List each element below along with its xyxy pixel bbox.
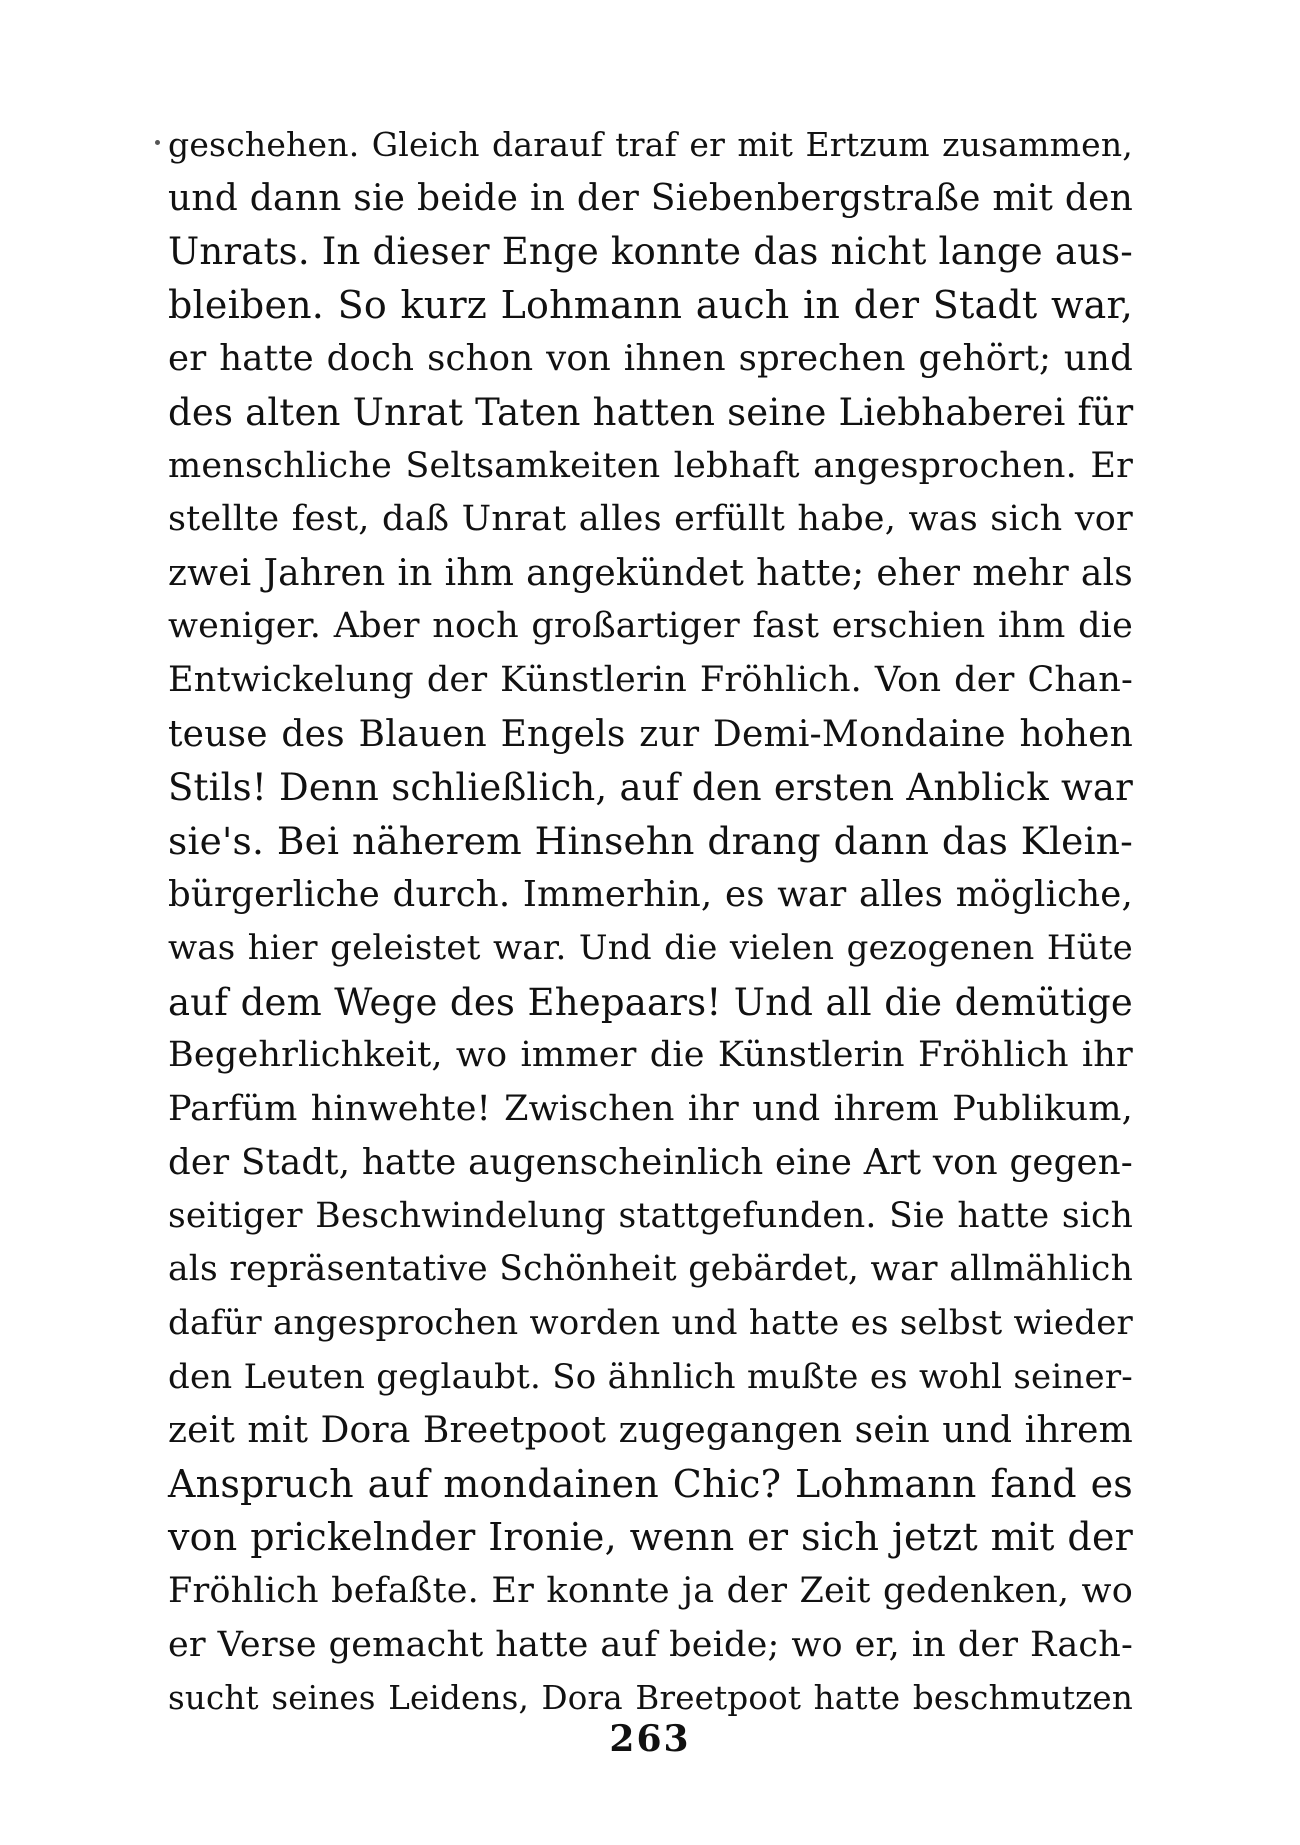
text-line: er Verse gemacht hatte auf beide; wo er, in der Rach-: [168, 1624, 1133, 1665]
text-line: Anspruch auf mondainen Chic? Lohmann fand es: [168, 1461, 1133, 1506]
text-line: was hier geleistet war. Und die vielen gezogenen Hüte: [168, 927, 1133, 968]
text-line: des alten Unrat Taten hatten seine Liebhaberei für: [168, 390, 1134, 434]
text-line: sie's. Bei näherem Hinsehn drang dann das Klein-: [168, 818, 1133, 863]
text-line: Stils! Denn schließlich, auf den ersten Anblick war: [168, 766, 1133, 810]
text-line: den Leuten geglaubt. So ähnlich mußte es wohl seiner-: [168, 1356, 1133, 1397]
text-line: dafür angesprochen worden und hatte es selbst wieder: [168, 1303, 1133, 1344]
text-line: Unrats. In dieser Enge konnte das nicht lange aus-: [168, 230, 1133, 274]
text-line: bleiben. So kurz Lohmann auch in der Stadt war,: [168, 282, 1133, 327]
text-line: zeit mit Dora Breetpoot zugegangen sein und ihrem: [168, 1410, 1133, 1452]
text-line: menschliche Seltsamkeiten lebhaft angesprochen. Er: [168, 445, 1133, 486]
text-line: als repräsentative Schönheit gebärdet, war allmählich: [168, 1249, 1133, 1290]
body-text: [168, 118, 1133, 1726]
margin-dot: [155, 140, 160, 145]
text-line: Begehrlichkeit, wo immer die Künstlerin Fröhlich ihr: [168, 1035, 1133, 1076]
text-line: zwei Jahren in ihm angekündet hatte; eher mehr als: [168, 552, 1133, 594]
text-line: Entwickelung der Künstlerin Fröhlich. Von der Chan-: [168, 659, 1133, 700]
text-line: weniger. Aber noch großartiger fast erschien ihm die: [168, 606, 1133, 647]
text-line: teuse des Blauen Engels zur Demi-Mondaine hohen: [168, 713, 1133, 755]
text-line: sucht seines Leidens, Dora Breetpoot hatte beschmutzen: [168, 1679, 1133, 1718]
text-line: Parfüm hinwehte! Zwischen ihr und ihrem Publikum,: [168, 1088, 1133, 1129]
text-line: stellte fest, daß Unrat alles erfüllt habe, was sich vor: [168, 499, 1133, 540]
text-line: auf dem Wege des Ehepaars! Und all die demütige: [168, 980, 1133, 1024]
text-line: geschehen. Gleich darauf traf er mit Ertzum zusammen,: [168, 125, 1133, 164]
text-line: Fröhlich befaßte. Er konnte ja der Zeit gedenken, wo: [168, 1571, 1133, 1612]
text-line: von prickelnder Ironie, wenn er sich jetzt mit der: [168, 1515, 1133, 1560]
page-number: 263: [609, 1718, 691, 1760]
text-line: seitiger Beschwindelung stattgefunden. Sie hatte sich: [168, 1195, 1133, 1236]
text-line: der Stadt, hatte augenscheinlich eine Art von gegen-: [168, 1142, 1133, 1184]
text-line: er hatte doch schon von ihnen sprechen gehört; und: [168, 338, 1133, 380]
text-line: bürgerliche durch. Immerhin, es war alles mögliche,: [168, 874, 1133, 916]
text-line: und dann sie beide in der Siebenbergstraße mit den: [168, 177, 1133, 219]
